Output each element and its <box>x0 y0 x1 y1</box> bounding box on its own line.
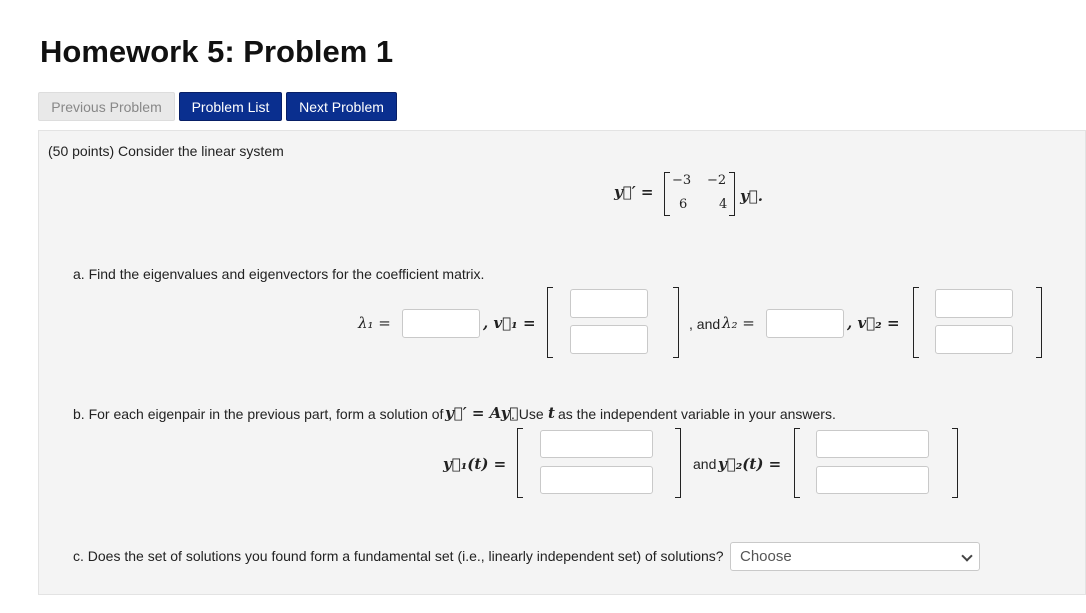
v2-left-bracket <box>913 287 919 358</box>
v1-input-bottom[interactable] <box>570 325 648 354</box>
lambda1-label: λ₁ = <box>358 314 391 332</box>
part-b-text-post: as the independent variable in your answers. <box>558 406 836 422</box>
y1-right-bracket <box>675 428 681 498</box>
y1-left-bracket <box>517 428 523 498</box>
lambda2-input[interactable] <box>766 309 844 338</box>
y2-left-bracket <box>794 428 800 498</box>
matrix-cell: −3 <box>672 173 692 188</box>
lambda1-input[interactable] <box>402 309 480 338</box>
lambda2-label: λ₂ = <box>722 314 755 332</box>
part-b-t: t <box>548 404 555 422</box>
y2-label: y⃗₂(t) = <box>718 455 782 473</box>
page-title: Homework 5: Problem 1 <box>40 34 394 69</box>
and-label: and <box>693 456 717 472</box>
system-rhs: y⃗. <box>740 187 763 205</box>
v2-input-top[interactable] <box>935 289 1013 318</box>
and-label: , and <box>689 316 721 332</box>
y2-right-bracket <box>952 428 958 498</box>
system-lhs: y⃗′ = <box>614 183 654 201</box>
part-b-text-mid: . Use <box>511 406 544 422</box>
v1-right-bracket <box>673 287 679 358</box>
v1-left-bracket <box>547 287 553 358</box>
y2-input-bottom[interactable] <box>816 466 929 494</box>
fundamental-set-select[interactable] <box>730 542 980 571</box>
y1-input-bottom[interactable] <box>540 466 653 494</box>
y1-input-top[interactable] <box>540 430 653 458</box>
select-value: Choose <box>740 548 792 565</box>
previous-problem-button[interactable]: Previous Problem <box>38 92 175 121</box>
v1-label: , v⃗₁ = <box>483 314 536 332</box>
y2-input-top[interactable] <box>816 430 929 458</box>
problem-panel <box>38 130 1086 595</box>
y1-label: y⃗₁(t) = <box>443 455 507 473</box>
v2-label: , v⃗₂ = <box>847 314 900 332</box>
problem-list-button[interactable]: Problem List <box>179 92 282 121</box>
matrix-cell: 4 <box>719 197 728 212</box>
part-b-equation: y⃗′ = Ay⃗ <box>445 404 519 422</box>
matrix-right-bracket <box>729 172 735 216</box>
chevron-down-icon <box>961 550 972 561</box>
problem-intro: (50 points) Consider the linear system <box>48 143 284 159</box>
next-problem-button[interactable]: Next Problem <box>286 92 397 121</box>
v1-input-top[interactable] <box>570 289 648 318</box>
part-c-text: c. Does the set of solutions you found form a fundamental set (i.e., linearly independent set) of solutions? <box>73 548 724 564</box>
matrix-cell: −2 <box>707 173 727 188</box>
v2-input-bottom[interactable] <box>935 325 1013 354</box>
part-b-text-pre: b. For each eigenpair in the previous part, form a solution of <box>73 406 444 422</box>
matrix-left-bracket <box>664 172 670 216</box>
matrix-cell: 6 <box>679 197 688 212</box>
part-a-text: a. Find the eigenvalues and eigenvectors for the coefficient matrix. <box>73 266 485 282</box>
v2-right-bracket <box>1036 287 1042 358</box>
